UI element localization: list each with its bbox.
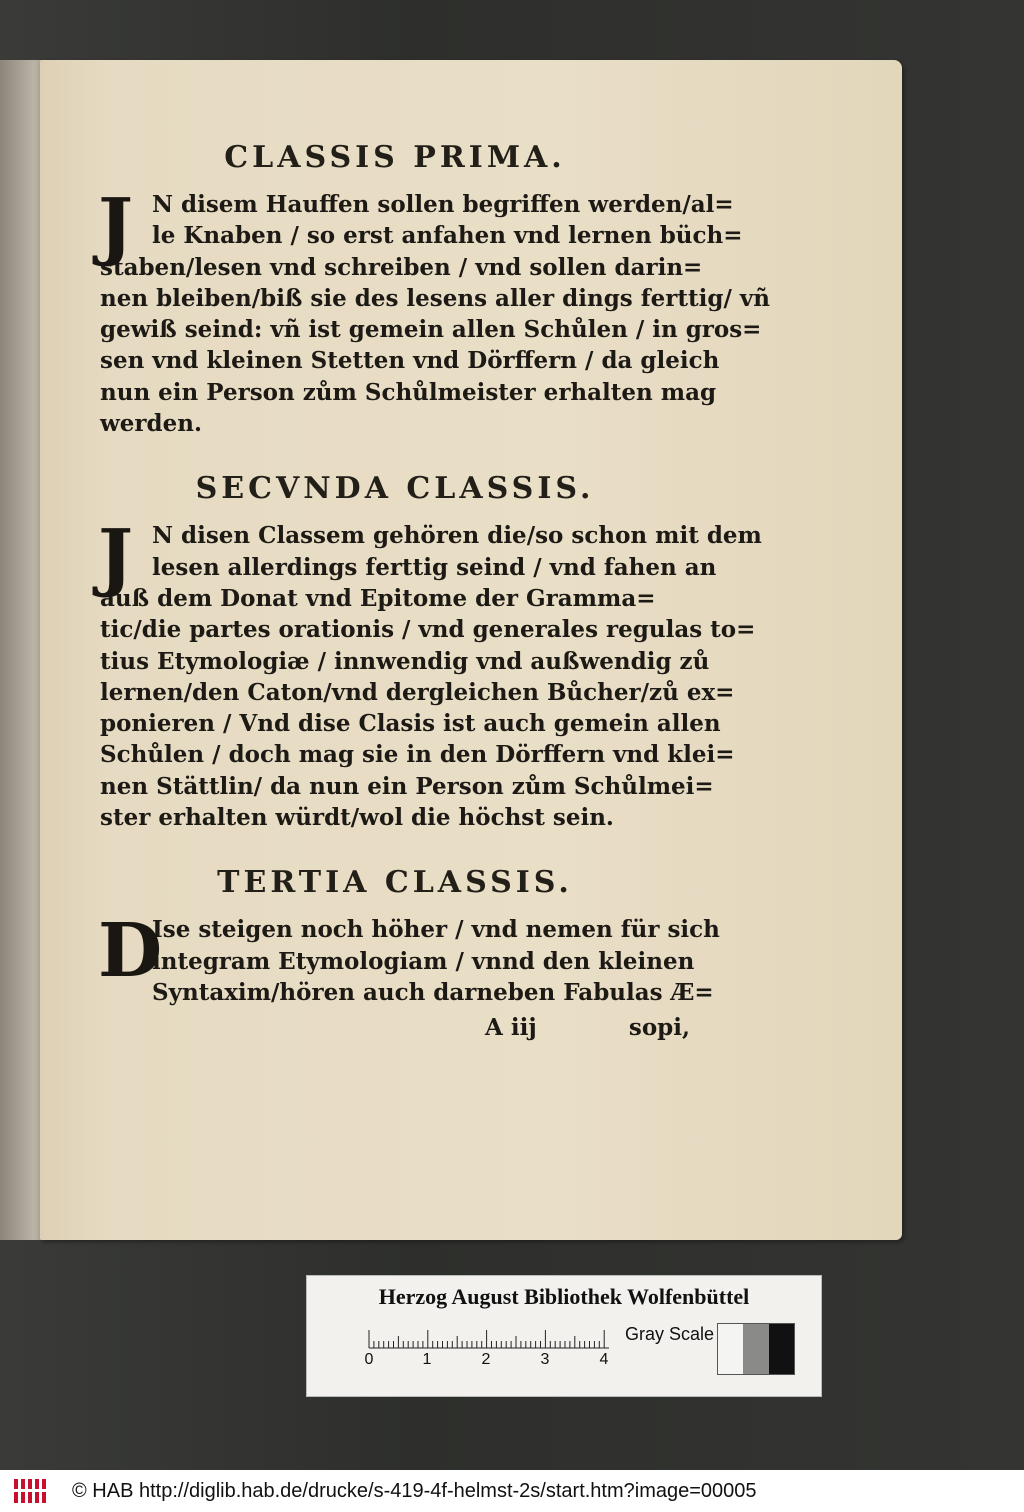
- text-line: tic/die partes orationis / vnd generales regulas to=: [100, 616, 756, 644]
- section-heading-1: CLASSIS PRIMA.: [224, 140, 566, 175]
- text-line: Ise steigen noch höher / vnd nemen für sich: [152, 916, 720, 944]
- section-heading-3: TERTIA CLASSIS.: [217, 865, 573, 901]
- gray-patch-white: [718, 1324, 743, 1374]
- text-line: integram Etymologiam / vnnd den kleinen: [152, 947, 695, 975]
- gray-scale-label: Gray Scale: [625, 1324, 715, 1344]
- ruler-number: 2: [481, 1351, 491, 1368]
- ruler-number: 1: [422, 1351, 432, 1368]
- section-paragraph-2: [98, 514, 762, 833]
- text-line: lesen allerdings ferttig seind / vnd fahen an: [152, 553, 717, 581]
- hab-logo-icon: [12, 1476, 52, 1506]
- text-line: ster erhalten würdt/wol die höchst sein.: [100, 804, 614, 832]
- text-line: gewiß seind: vñ ist gemein allen Schůlen / in gros=: [100, 316, 762, 344]
- section-paragraph-3: [98, 908, 720, 1008]
- text-line: nen bleiben/biß sie des lesens aller dings ferttig/ vñ: [100, 284, 770, 312]
- text-line: ponieren / Vnd dise Clasis ist auch gemein allen: [100, 710, 721, 738]
- ruler: [364, 1326, 619, 1368]
- ruler-number: 0: [364, 1351, 374, 1368]
- section-heading-2: SECVNDA CLASSIS.: [195, 471, 595, 507]
- gray-scale-patches: [717, 1323, 795, 1375]
- gray-patch-mid: [743, 1324, 768, 1374]
- text-line: nen Stättlin/ da nun ein Person zům Schůlmei=: [100, 772, 714, 800]
- text-line: lernen/den Caton/vnd dergleichen Bůcher/zů ex=: [100, 678, 735, 706]
- ruler-number: 4: [599, 1351, 609, 1368]
- catchword: sopi,: [628, 1014, 690, 1042]
- footer-bar: [0, 1470, 1024, 1512]
- signature-mark: A iij: [485, 1014, 537, 1042]
- text-line: tius Etymologiæ / innwendig vnd außwendig zů: [100, 647, 710, 675]
- drop-capital-2: J: [98, 514, 134, 601]
- section-paragraph-1: [98, 183, 770, 439]
- text-line: Schůlen / doch mag sie in den Dörffern vnd klei=: [100, 741, 735, 769]
- page-footer-line: [100, 1014, 690, 1048]
- text-line: N disen Classem gehören die/so schon mit dem: [152, 522, 762, 550]
- text-line: staben/lesen vnd schreiben / vnd sollen darin=: [100, 253, 703, 281]
- gray-patch-black: [769, 1324, 794, 1374]
- text-line: Syntaxim/hören auch darneben Fabulas Æ=: [152, 978, 714, 1006]
- text-line: N disem Hauffen sollen begriffen werden/al=: [152, 191, 734, 218]
- library-name: Herzog August Bibliothek Wolfenbüttel: [378, 1284, 750, 1309]
- ruler-ticks: [369, 1330, 604, 1348]
- text-line: le Knaben / so erst anfahen vnd lernen büch=: [152, 222, 743, 250]
- text-line: werden.: [100, 410, 202, 438]
- text-line: auß dem Donat vnd Epitome der Gramma=: [100, 584, 656, 612]
- drop-capital-3: D: [98, 908, 163, 995]
- copyright-url[interactable]: © HAB http://diglib.hab.de/drucke/s-419-4f-helmst-2s/start.htm?image=00005: [72, 1479, 757, 1502]
- text-line: sen vnd kleinen Stetten vnd Dörffern / da gleich: [100, 347, 720, 375]
- color-calibration-bar: [306, 1275, 822, 1397]
- page-text: [98, 140, 770, 1048]
- ruler-number: 3: [540, 1351, 550, 1368]
- text-line: nun ein Person zům Schůlmeister erhalten mag: [100, 378, 717, 406]
- drop-capital-1: J: [98, 183, 134, 269]
